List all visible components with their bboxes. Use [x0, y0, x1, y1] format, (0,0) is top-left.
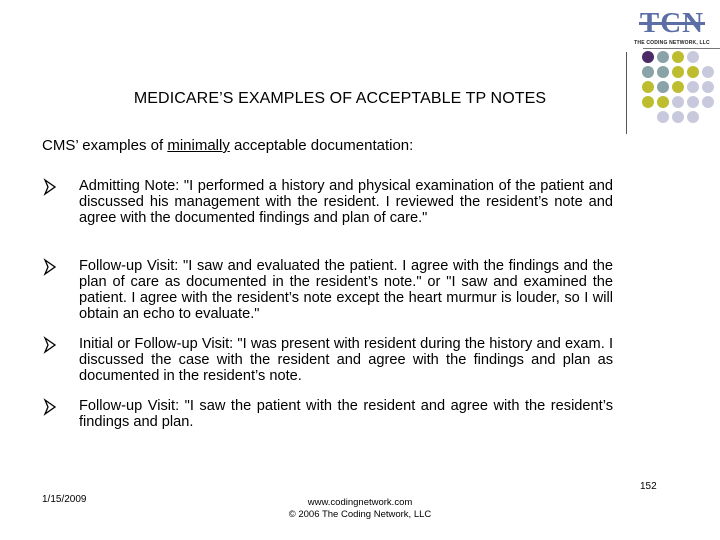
- intro-before: CMS’ examples of: [42, 137, 168, 154]
- footer-url: www.codingnetwork.com: [307, 497, 413, 508]
- arrow-bullet-icon: [42, 398, 58, 416]
- dot: [642, 96, 654, 108]
- dot: [687, 111, 699, 123]
- intro-text: [42, 137, 413, 154]
- dot: [657, 96, 669, 108]
- dot: [657, 51, 669, 63]
- dot: [642, 66, 654, 78]
- dot: [687, 51, 699, 63]
- header-divider: [643, 48, 720, 49]
- bullet-text: Admitting Note: "I performed a history and physical examination of the patient and discussed his management with the resident. I reviewed the resident’s note and agree with the documented findings and plan of care.": [79, 178, 613, 226]
- dot: [657, 81, 669, 93]
- arrow-bullet-icon: [42, 178, 58, 196]
- company-logo: [633, 8, 711, 48]
- dot: [702, 96, 714, 108]
- bullet-text: Initial or Follow-up Visit: "I was present with resident during the history and exam. I discussed the case with the resident and agree with the findings and plan as documented in the resident’s note.: [79, 336, 613, 384]
- dot: [702, 66, 714, 78]
- arrow-bullet-icon: [42, 336, 58, 354]
- intro-underlined: minimally: [167, 137, 230, 154]
- footer-copyright: © 2006 The Coding Network, LLC: [288, 509, 432, 520]
- bullet-text: Follow-up Visit: "I saw and evaluated the patient. I agree with the findings and the plan of care as documented in the resident’s note." or "I saw and examined the patient. I agree with the resident’s note except the heart murmur is louder, so I will obtain an echo to evaluate.": [79, 258, 613, 322]
- dot: [672, 51, 684, 63]
- logo-text: TCN: [639, 7, 705, 39]
- dot: [642, 81, 654, 93]
- vertical-divider: [626, 52, 627, 134]
- dot: [687, 81, 699, 93]
- dot: [672, 96, 684, 108]
- page-number: 152: [640, 481, 657, 492]
- footer-date: 1/15/2009: [42, 494, 87, 505]
- dot: [687, 66, 699, 78]
- dot: [672, 81, 684, 93]
- footer-credits: [250, 497, 470, 521]
- dot: [657, 66, 669, 78]
- arrow-bullet-icon: [42, 258, 58, 276]
- bullet-text: Follow-up Visit: "I saw the patient with the resident and agree with the resident’s findings and plan.: [79, 398, 613, 430]
- intro-after: acceptable documentation:: [229, 137, 414, 154]
- dot: [642, 51, 654, 63]
- dot: [687, 96, 699, 108]
- dot: [657, 111, 669, 123]
- dot: [672, 66, 684, 78]
- slide-title: MEDICARE’S EXAMPLES OF ACCEPTABLE TP NOTES: [133, 90, 547, 107]
- dot: [672, 111, 684, 123]
- dot: [702, 81, 714, 93]
- logo-subtitle: THE CODING NETWORK, LLC: [634, 40, 710, 46]
